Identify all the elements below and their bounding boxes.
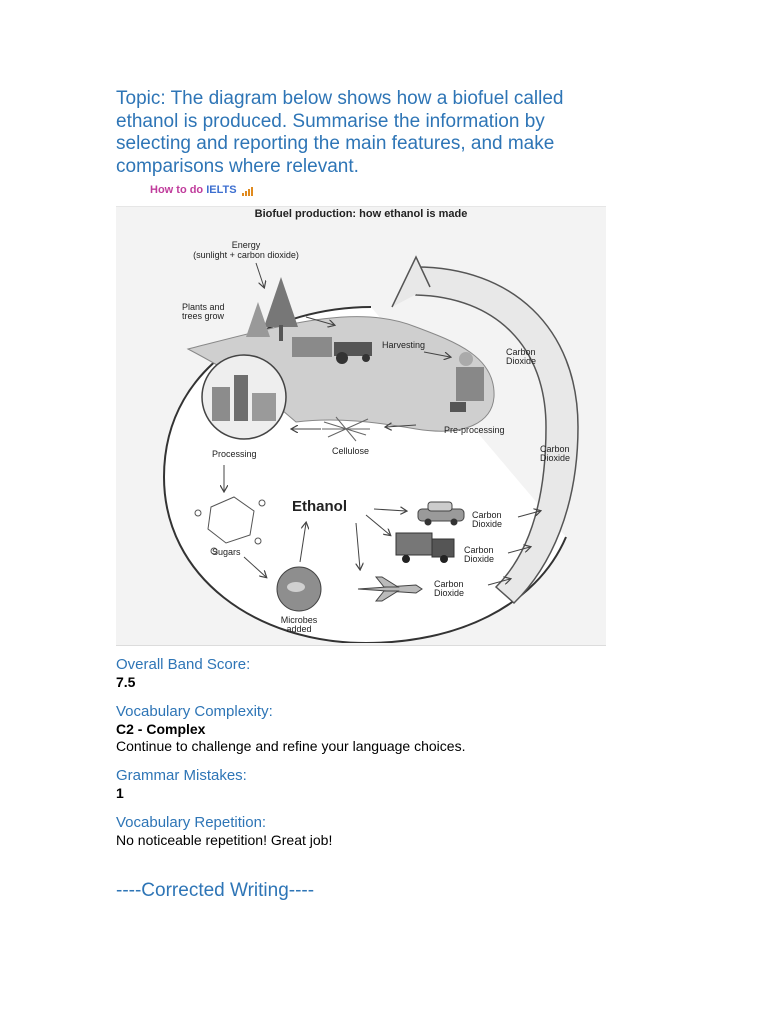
plane-co2-label-2: Dioxide [434, 588, 465, 598]
microbes-label: Microbes [280, 615, 318, 625]
cellulose-label: Cellulose [332, 446, 370, 456]
brand-name: IELTS [206, 184, 237, 196]
brand-prefix: How to do [150, 184, 207, 196]
truck-co2-label: Carbon [464, 545, 494, 555]
energy-detail: (sunlight + carbon dioxide) [193, 250, 299, 260]
harvesting-label: Harvesting [382, 340, 426, 350]
energy-label: Energy [231, 240, 261, 250]
diagram-title: Biofuel production: how ethanol is made [254, 208, 468, 220]
return-co2-label-upper-2: Dioxide [506, 356, 537, 366]
plants-label: Plants and [182, 302, 225, 312]
vocab-complexity-label: Vocabulary Complexity: [116, 703, 273, 720]
return-co2-label-lower-2: Dioxide [540, 453, 571, 463]
band-score-label: Overall Band Score: [116, 656, 251, 673]
sugars-label: Sugars [212, 547, 241, 557]
grammar-section [116, 767, 636, 802]
plants-label-2: trees grow [182, 311, 225, 321]
factory-icon [202, 355, 286, 439]
repetition-label: Vocabulary Repetition: [116, 814, 267, 831]
repetition-section [116, 814, 636, 849]
car-co2-label-2: Dioxide [472, 519, 503, 529]
brand-logo [150, 184, 254, 196]
corrected-writing-heading: ----Corrected Writing---- [116, 880, 315, 901]
vocab-complexity-section [116, 703, 636, 755]
vocab-complexity-value: C2 - Complex [116, 721, 206, 737]
grammar-label: Grammar Mistakes: [116, 767, 247, 784]
band-score-section [116, 656, 636, 691]
band-score-value: 7.5 [116, 674, 136, 690]
ethanol-label: Ethanol [292, 498, 347, 515]
microbes-label-2: added [286, 624, 312, 634]
repetition-note: No noticeable repetition! Great job! [116, 832, 333, 848]
signal-bars-icon [242, 184, 254, 196]
truck-co2-label-2: Dioxide [464, 554, 495, 564]
car-co2-label: Carbon [472, 510, 502, 520]
vocab-complexity-note: Continue to challenge and refine your language choices. [116, 738, 466, 754]
preprocessing-label: Pre-processing [444, 425, 505, 435]
processing-label: Processing [212, 449, 257, 459]
microbes-icon [277, 567, 321, 611]
return-co2-label-upper: Carbon [506, 347, 536, 357]
topic-text: Topic: The diagram below shows how a biofuel called ethanol is produced. Summarise the information by selecting and reporting the main features, and make comparisons where relevant. [116, 88, 564, 177]
grammar-value: 1 [116, 785, 124, 801]
plane-co2-label: Carbon [434, 579, 464, 589]
return-co2-label-lower: Carbon [540, 444, 570, 454]
diagram-figure [116, 206, 606, 646]
